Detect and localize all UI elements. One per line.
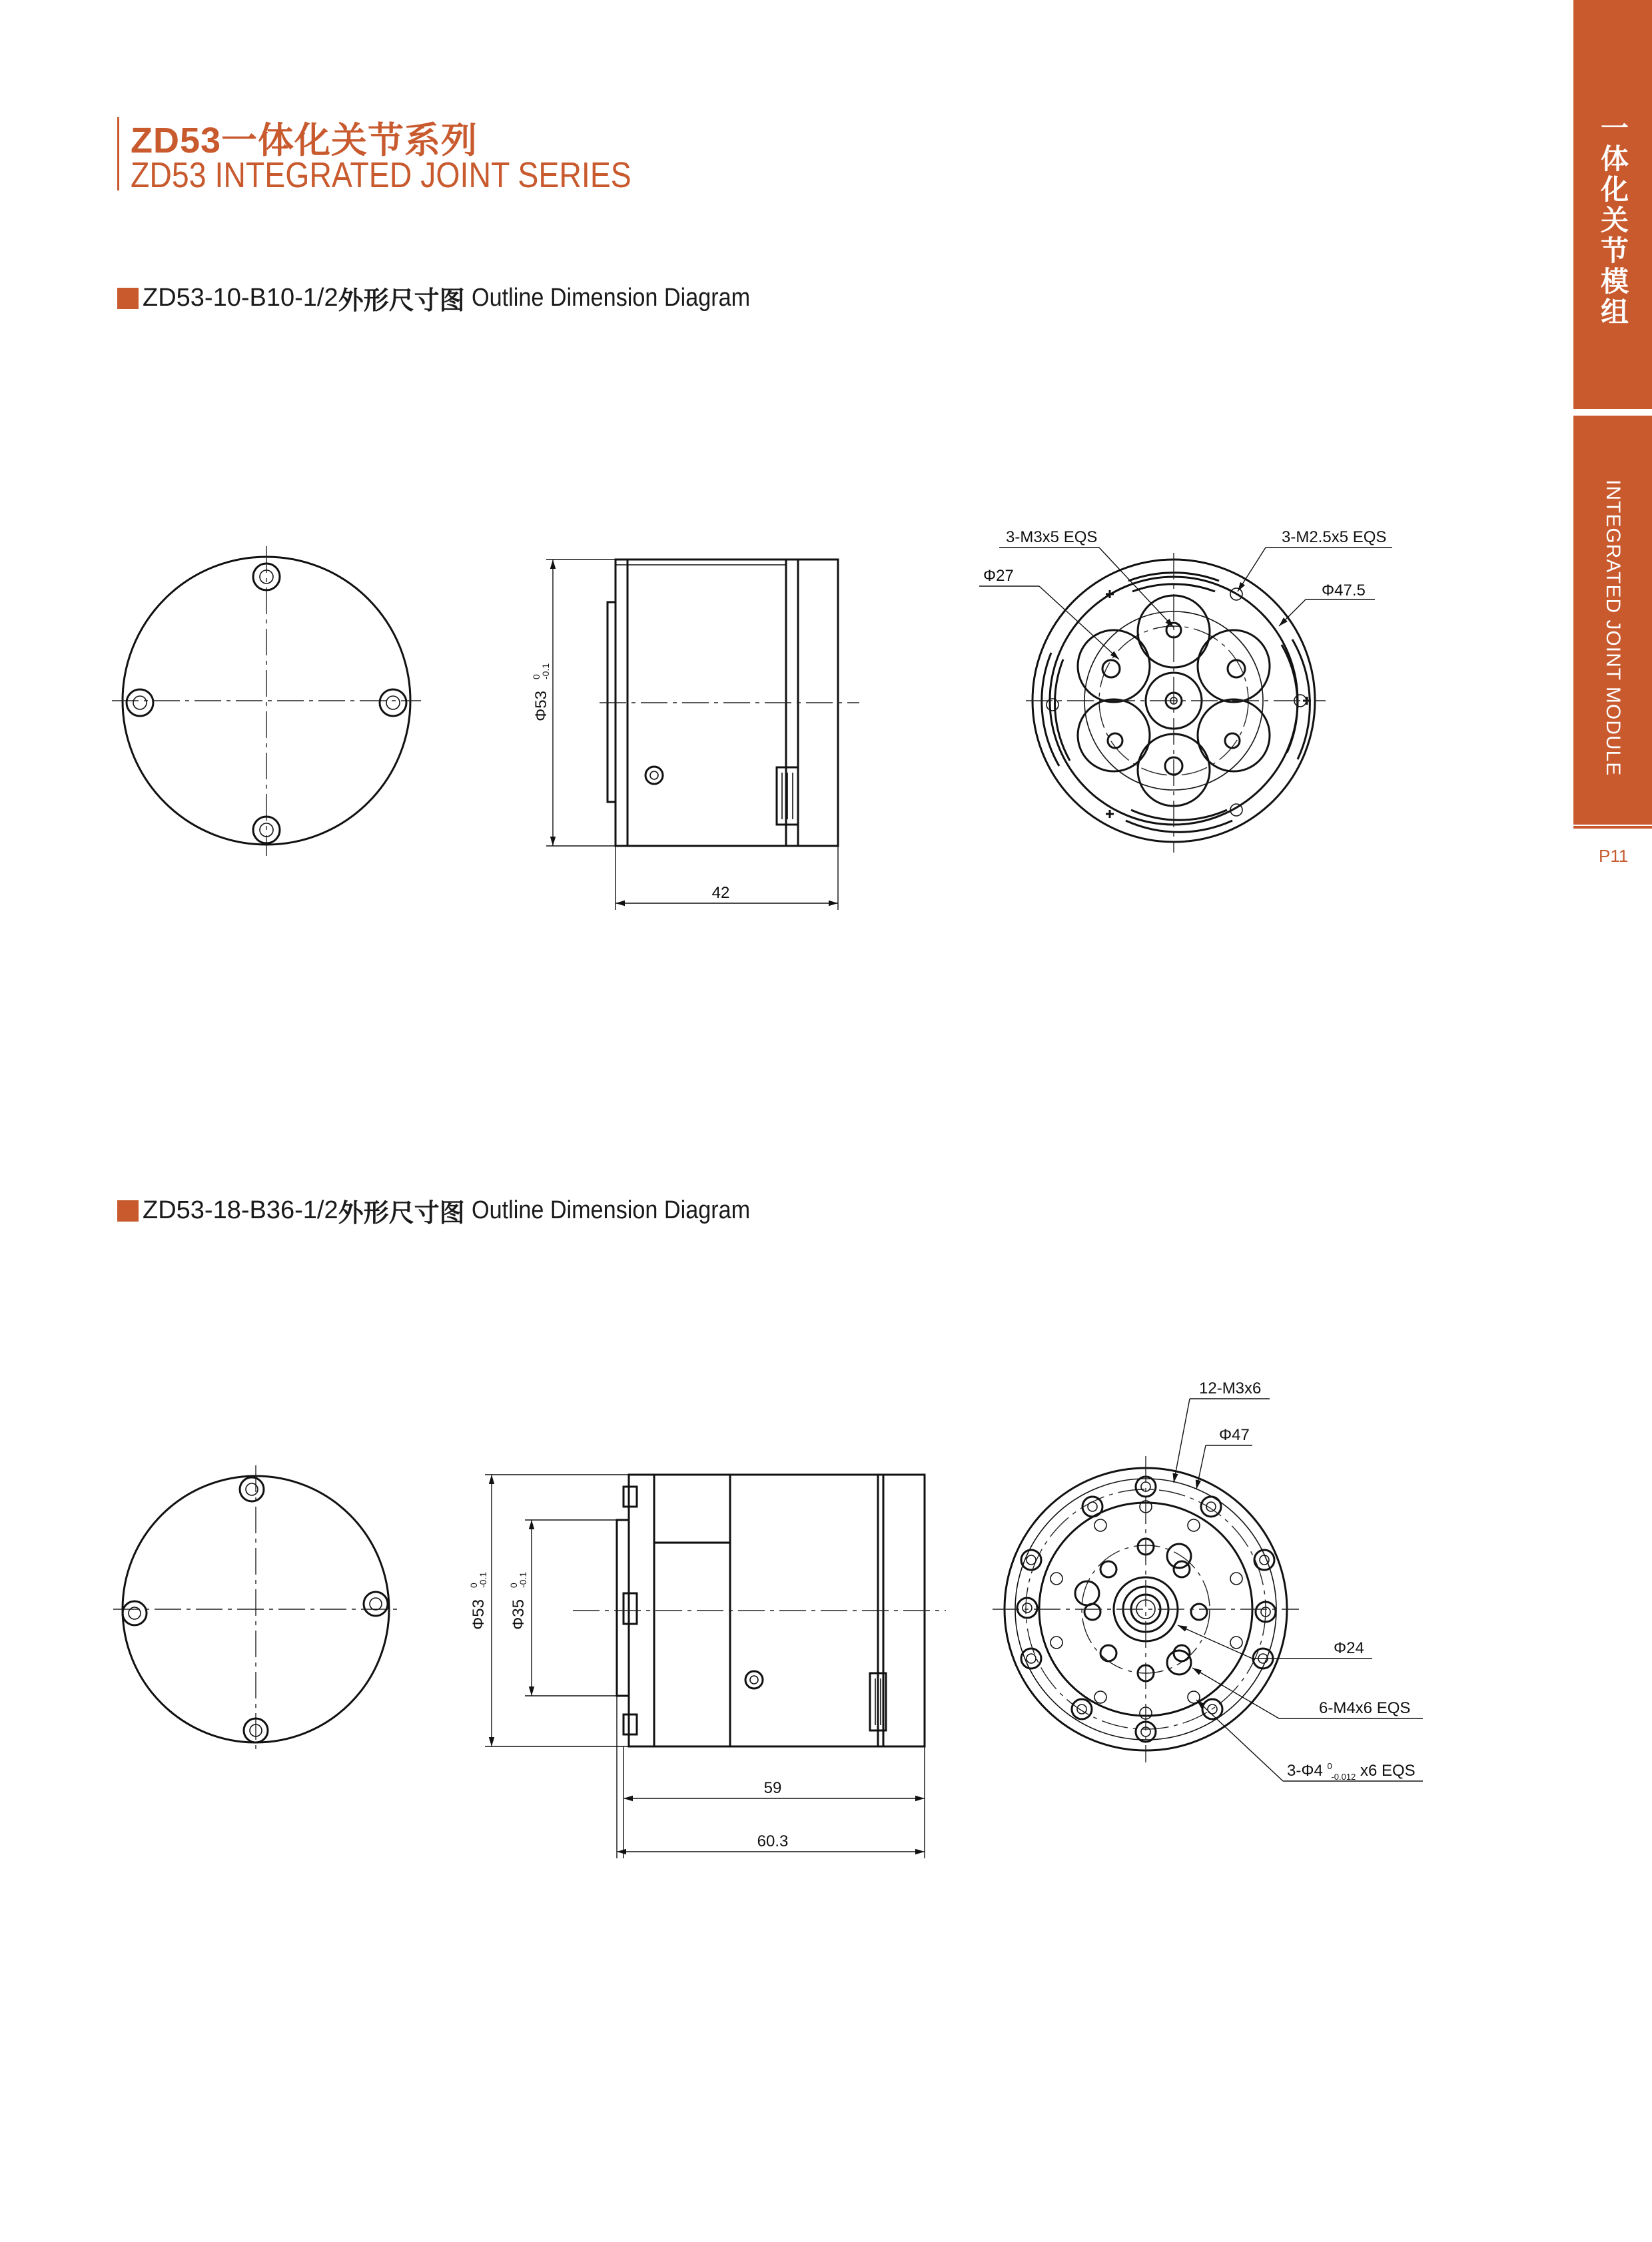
s2-diameter2-label: Φ35 (510, 1599, 528, 1630)
s2-rear-screw (364, 1592, 388, 1616)
s2-length2-label: 60.3 (757, 1832, 789, 1850)
s2-tol-lower: -0.1 (478, 1571, 488, 1588)
s2-side-view (468, 1475, 946, 1858)
s2-pins-tol-lower: -0.012 (1331, 1772, 1356, 1782)
s2-length1-label: 59 (763, 1779, 782, 1797)
s2-rear-screw (123, 1601, 147, 1625)
section2-model: ZD53-18-B36-1/2 (143, 1196, 338, 1224)
s2-diameter-label: Φ53 (470, 1599, 488, 1630)
s2-rear-screw (240, 1477, 264, 1501)
s2-circle-b-label: Φ24 (1334, 1639, 1364, 1657)
s2-pins-label (1287, 1755, 1416, 1784)
s2-tol-upper: 0 (468, 1583, 479, 1588)
side-tab-en-label: INTEGRATED JOINT MODULE (1602, 480, 1624, 777)
s1-side-view (531, 560, 859, 910)
s2-pitch-holes (1050, 1501, 1242, 1719)
s1-rear-screw (380, 689, 406, 716)
s1-diameter-label: Φ53 (532, 691, 550, 721)
s1-rear-view (112, 546, 421, 856)
s2-tol2-upper: 0 (508, 1583, 519, 1588)
s1-rear-screw (127, 689, 153, 716)
s1-circle-b-label: Φ47.5 (1322, 581, 1366, 599)
section1-label-en: Outline Dimension Diagram (472, 284, 751, 312)
s1-front-view (979, 528, 1392, 853)
s2-pins-suffix: x6 EQS (1360, 1762, 1416, 1780)
s2-holes-a-label: 12-M3x6 (1199, 1379, 1262, 1397)
s1-length-label: 42 (711, 884, 730, 902)
section2-label-en: Outline Dimension Diagram (472, 1196, 751, 1224)
s1-tol-upper: 0 (531, 674, 542, 679)
s2-holes-b-label: 6-M4x6 EQS (1319, 1699, 1411, 1717)
s2-circle-a-label: Φ47 (1219, 1426, 1250, 1444)
s1-tol-lower: -0.1 (540, 663, 551, 679)
page-title-en: ZD53 INTEGRATED JOINT SERIES (131, 155, 631, 195)
section1-model: ZD53-10-B10-1/2 (143, 284, 338, 312)
page-number: P11 (1599, 846, 1629, 866)
s2-pins-prefix: 3-Φ4 (1287, 1762, 1323, 1780)
section1-label-cn: 外形尺寸图 (338, 287, 465, 315)
page-title-cn: ZD53一体化关节系列 (131, 121, 478, 161)
s1-holes-a-label: 3-M3x5 EQS (1006, 528, 1098, 546)
side-tab-cn-label: 一体化关节模组 (1597, 113, 1629, 328)
s2-rear-view (113, 1465, 398, 1752)
s2-front-view (993, 1379, 1423, 1784)
s2-pins-tol-upper: 0 (1327, 1761, 1332, 1771)
section2-label-cn: 外形尺寸图 (338, 1200, 465, 1228)
s2-tol2-lower: -0.1 (518, 1571, 528, 1588)
s1-circle-a-label: Φ27 (983, 567, 1014, 585)
s1-holes-b-label: 3-M2.5x5 EQS (1282, 528, 1387, 546)
